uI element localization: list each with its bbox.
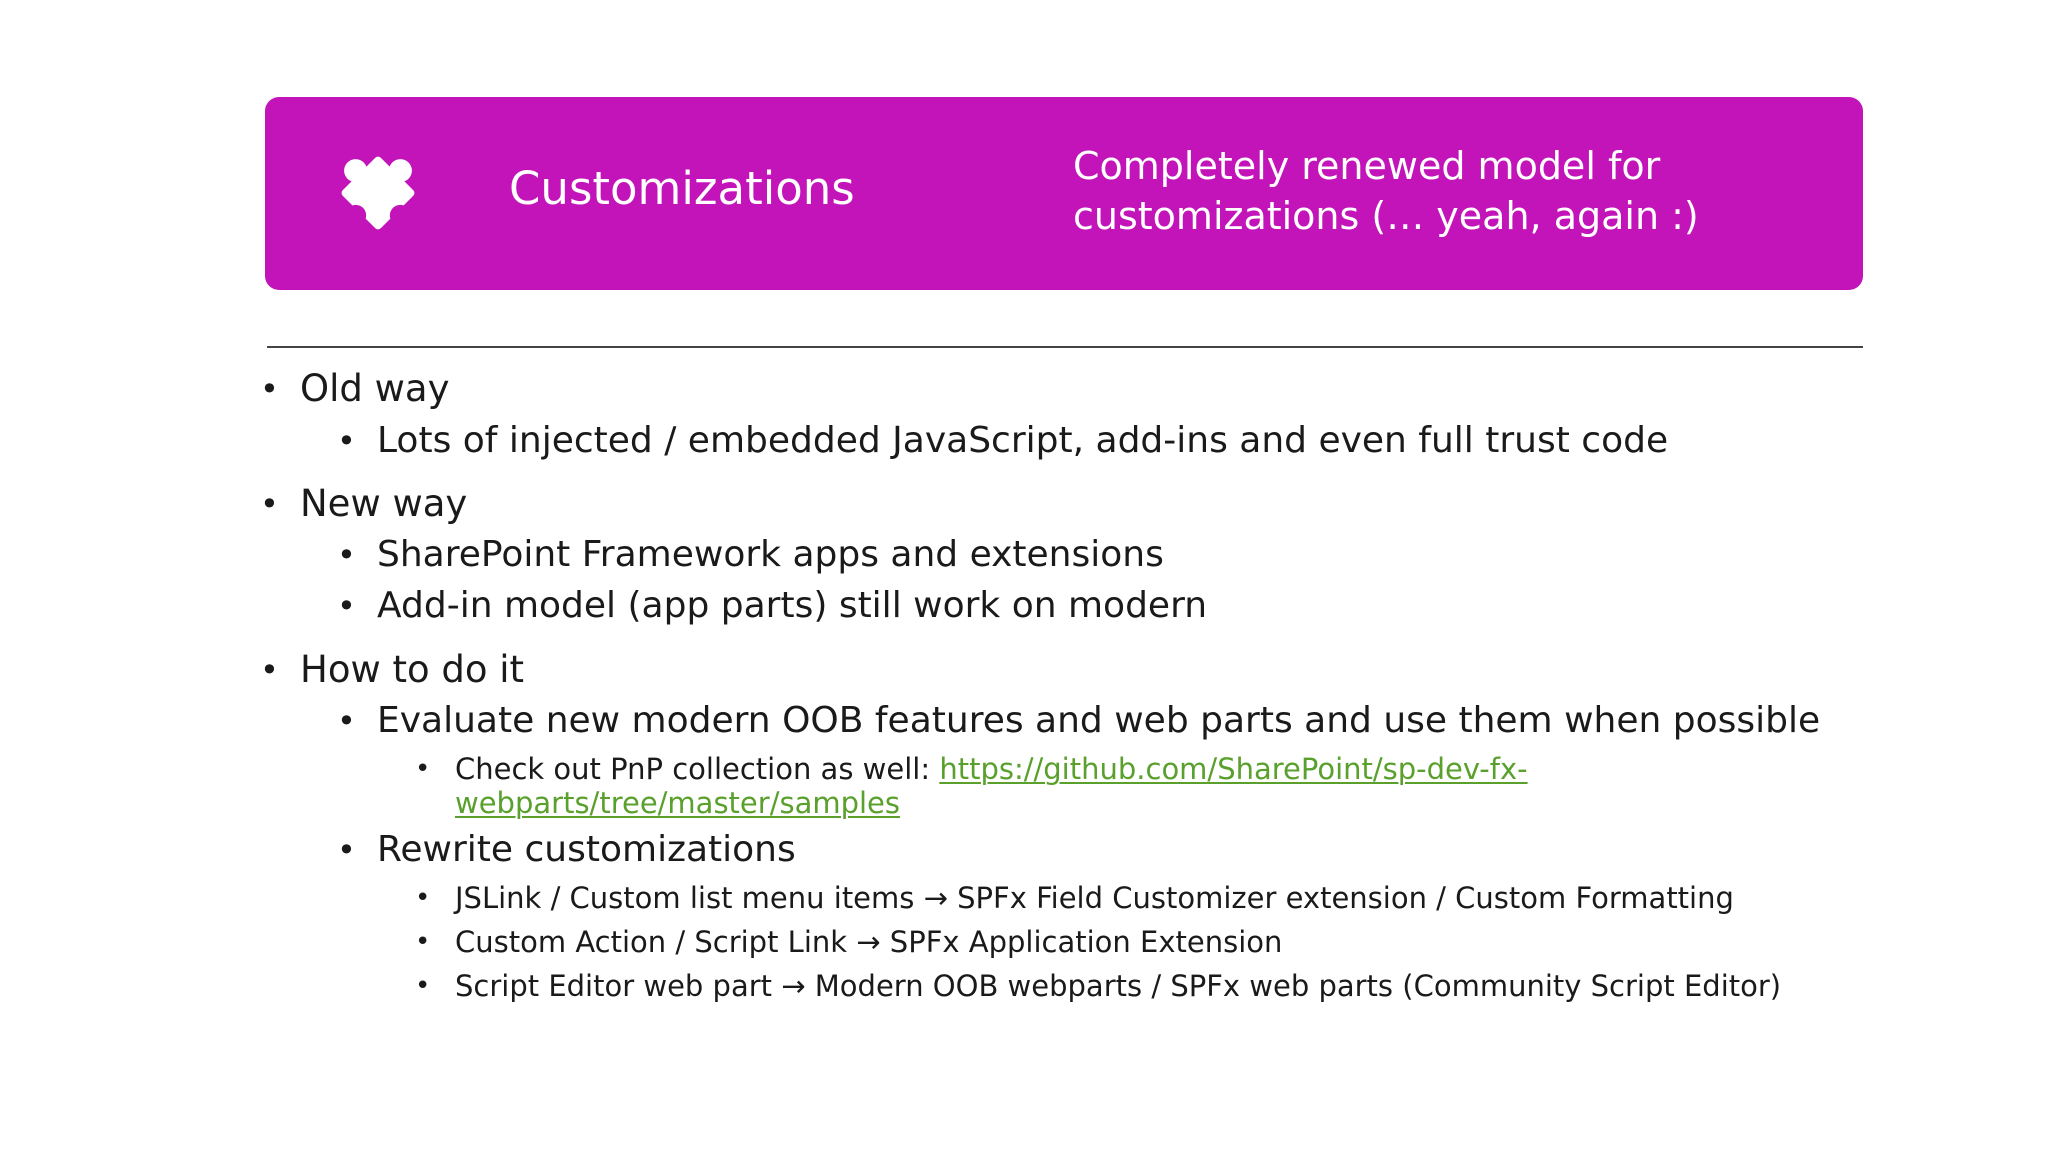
bullet-text: Lots of injected / embedded JavaScript, add-ins and even full trust code (377, 420, 1669, 461)
banner-subtitle: Completely renewed model for customizations (… yeah, again :) (1073, 144, 1699, 238)
bullet-text: New way (300, 482, 468, 525)
bullet-icon: • (415, 883, 431, 913)
banner-title: Customizations (509, 162, 855, 215)
bullet-icon: • (415, 971, 431, 1001)
bullet-icon: • (415, 927, 431, 957)
divider (267, 346, 1863, 348)
bullet-text: Script Editor web part → Modern OOB webparts / SPFx web parts (Community Script Editor) (455, 969, 1782, 1003)
bullet-text: Rewrite customizations (377, 829, 796, 870)
bullet-text: Add-in model (app parts) still work on modern (377, 585, 1208, 626)
bullet-text: JSLink / Custom list menu items → SPFx Field Customizer extension / Custom Formatting (455, 881, 1734, 915)
bullet-text: Custom Action / Script Link → SPFx Application Extension (455, 925, 1283, 959)
bullet-text: Check out PnP collection as well: (455, 752, 940, 786)
bullet-text: Evaluate new modern OOB features and web parts and use them when possible (377, 700, 1821, 741)
bullet-icon: • (337, 587, 356, 625)
section-banner (265, 97, 1863, 290)
bullet-text: Old way (300, 367, 450, 410)
bullet-icon: • (260, 651, 279, 689)
bullet-icon: • (260, 485, 279, 523)
bullet-icon: • (337, 422, 356, 460)
bullet-icon: • (260, 370, 279, 408)
bullet-icon: • (337, 831, 356, 869)
pnp-samples-link-continued[interactable]: webparts/tree/master/samples (455, 786, 901, 820)
bullet-icon: • (415, 754, 431, 784)
pnp-samples-link[interactable]: https://github.com/SharePoint/sp-dev-fx- (939, 752, 1528, 786)
bullet-text: SharePoint Framework apps and extensions (377, 534, 1164, 575)
bullet-icon: • (337, 536, 356, 574)
puzzle-piece-icon (330, 145, 426, 241)
bullet-text: How to do it (300, 648, 525, 691)
bullet-icon: • (337, 702, 356, 740)
